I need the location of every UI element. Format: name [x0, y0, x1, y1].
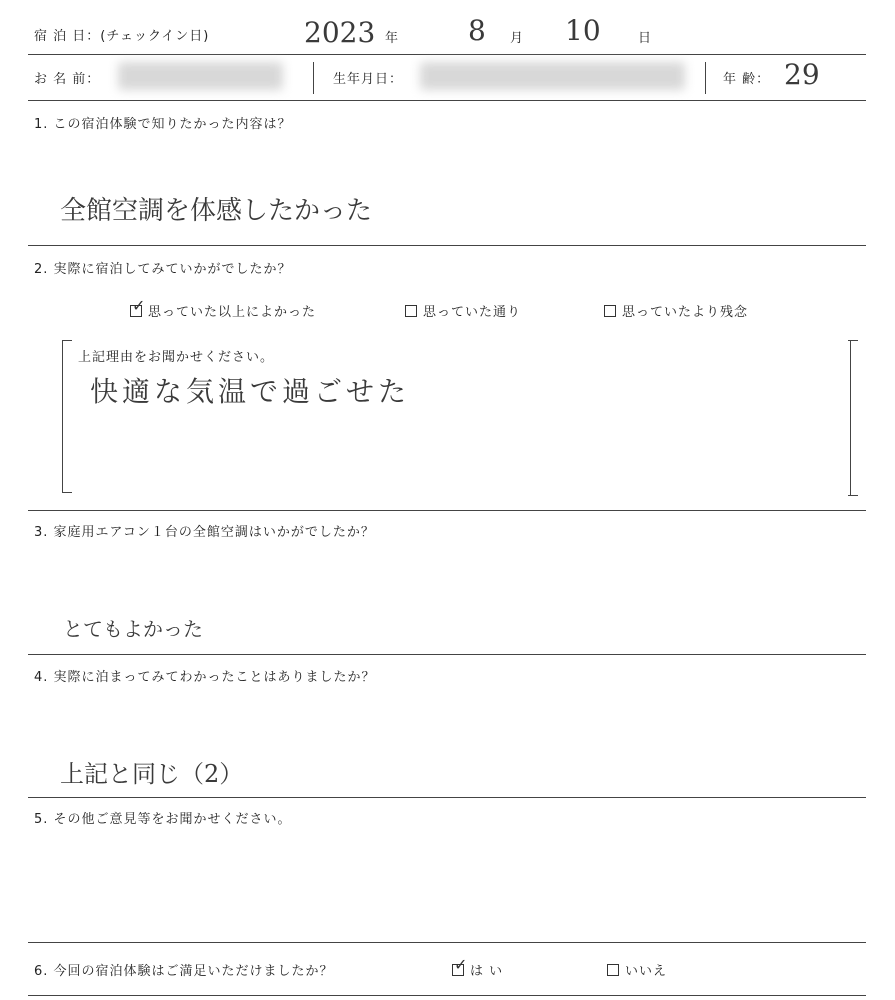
- question-4: [34, 666, 376, 685]
- reason-box-left-top: [62, 340, 72, 341]
- birth-label: 生年月日：: [333, 72, 404, 87]
- question-3-number: 3.: [34, 525, 49, 540]
- question-4-number: 4.: [34, 670, 49, 685]
- check-mark-icon: ✓: [132, 296, 147, 315]
- question-6-text: 今回の宿泊体験はご満足いただけましたか？: [53, 964, 334, 979]
- checkbox-unchecked[interactable]: [405, 305, 417, 317]
- header-separator-1: [313, 62, 314, 94]
- q2-option-2[interactable]: [405, 301, 521, 320]
- question-2-number: 2.: [34, 262, 49, 277]
- divider-q6: [28, 995, 866, 996]
- age-value: 29: [784, 58, 820, 91]
- reason-box-right-top: [848, 340, 858, 341]
- header-divider-1: [28, 54, 866, 55]
- year-value: 2023: [304, 16, 376, 49]
- date-label: 宿 泊 日：(チェックイン日): [34, 29, 210, 44]
- question-1-text: この宿泊体験で知りたかった内容は？: [53, 117, 292, 132]
- divider-q1: [28, 245, 866, 246]
- q6-option-no[interactable]: [607, 960, 667, 979]
- answer-3: とてもよかった: [63, 617, 203, 641]
- question-3-text: 家庭用エアコン１台の全館空調はいかがでしたか？: [53, 525, 375, 540]
- year-unit: 年: [385, 31, 400, 46]
- question-6: [34, 960, 334, 979]
- checkbox-unchecked[interactable]: [604, 305, 616, 317]
- question-2: [34, 258, 292, 277]
- day-value: 10: [565, 14, 601, 47]
- question-4-text: 実際に泊まってみてわかったことはありましたか？: [53, 670, 376, 685]
- header-separator-2: [705, 62, 706, 94]
- divider-q5: [28, 942, 866, 943]
- divider-q4: [28, 797, 866, 798]
- divider-q3: [28, 654, 866, 655]
- question-1: [34, 113, 292, 132]
- month-value: 8: [468, 14, 486, 47]
- q2-option-1[interactable]: [130, 296, 317, 320]
- month-unit: 月: [510, 31, 525, 46]
- q2-option-3-label: 思っていたより残念: [622, 305, 749, 320]
- reason-box-right-bracket: [850, 340, 851, 495]
- answer-4: 上記と同じ（2）: [60, 760, 244, 788]
- q6-option-yes[interactable]: [452, 955, 504, 979]
- question-5: [34, 808, 292, 827]
- answer-1: 全館空調を体感したかった: [60, 196, 373, 226]
- question-6-number: 6.: [34, 964, 49, 979]
- checkbox-checked[interactable]: [452, 955, 469, 976]
- reason-prompt: 上記理由をお聞かせください。: [78, 350, 275, 365]
- q6-option-no-label: いいえ: [625, 964, 668, 979]
- header-divider-2: [28, 100, 866, 101]
- question-5-text: その他ご意見等をお聞かせください。: [53, 812, 292, 827]
- name-label: お 名 前：: [34, 72, 101, 87]
- answer-2: 快適な気温で過ごせた: [90, 375, 411, 408]
- check-mark-icon: ✓: [454, 955, 469, 974]
- q2-option-2-label: 思っていた通り: [423, 305, 522, 320]
- reason-box-left-bottom: [62, 492, 72, 493]
- checkbox-unchecked[interactable]: [607, 964, 619, 976]
- checkbox-checked[interactable]: [130, 296, 147, 317]
- question-1-number: 1.: [34, 117, 49, 132]
- question-5-number: 5.: [34, 812, 49, 827]
- q2-option-3[interactable]: [604, 301, 748, 320]
- question-3: [34, 521, 375, 540]
- birthdate-redacted: [420, 62, 685, 90]
- name-redacted: [118, 62, 283, 90]
- q6-option-yes-label: は い: [470, 964, 504, 979]
- day-unit: 日: [638, 31, 653, 46]
- question-2-text: 実際に宿泊してみていかがでしたか？: [53, 262, 292, 277]
- reason-box-right-bottom: [848, 495, 858, 496]
- reason-box-left-bracket: [62, 340, 63, 492]
- divider-q2: [28, 510, 866, 511]
- age-label: 年 齢：: [723, 72, 771, 87]
- q2-option-1-label: 思っていた以上によかった: [148, 305, 317, 320]
